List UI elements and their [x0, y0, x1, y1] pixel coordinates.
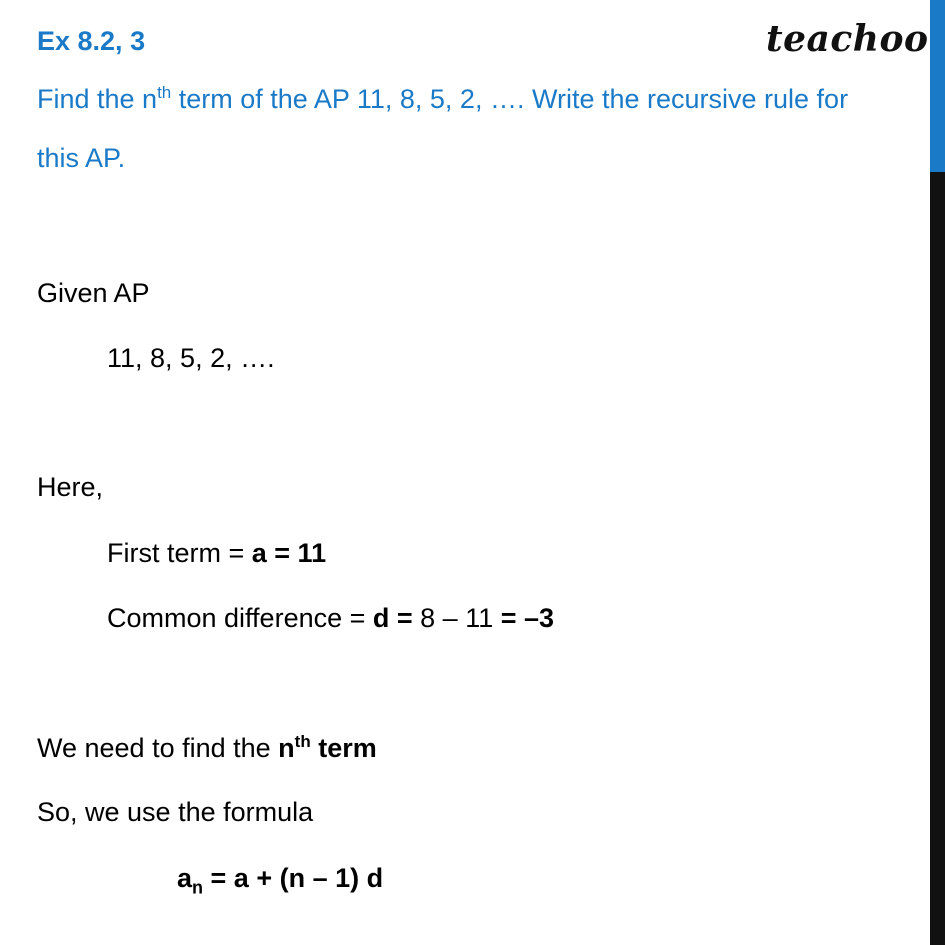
here-label: Here, — [37, 472, 104, 502]
scrollbar-thumb[interactable] — [930, 0, 945, 172]
given-ap-label: Given AP — [37, 278, 150, 308]
teachoo-logo: teachoo — [766, 18, 929, 60]
need-nth-term-line: We need to find the $n^{th}$ term — [37, 732, 377, 763]
common-difference-line: Common difference = d = 8 – 11 = –3 — [107, 603, 555, 633]
use-formula-line: So, we use the formula — [37, 797, 314, 827]
exercise-label: Ex 8.2, 3 — [37, 26, 146, 56]
nth-term-formula: $a_n = a + (n - 1)$ d — [177, 863, 384, 898]
question-line-2: this AP. — [37, 143, 126, 173]
sequence-text: 11, 8, 5, 2, …. — [107, 343, 275, 373]
question-line-1: Find the $n^{th}$ term of the AP 11, 8, 5, 2, …. Write the recursive rule for — [37, 83, 849, 114]
first-term-line: First term = a = 11 — [107, 538, 327, 568]
